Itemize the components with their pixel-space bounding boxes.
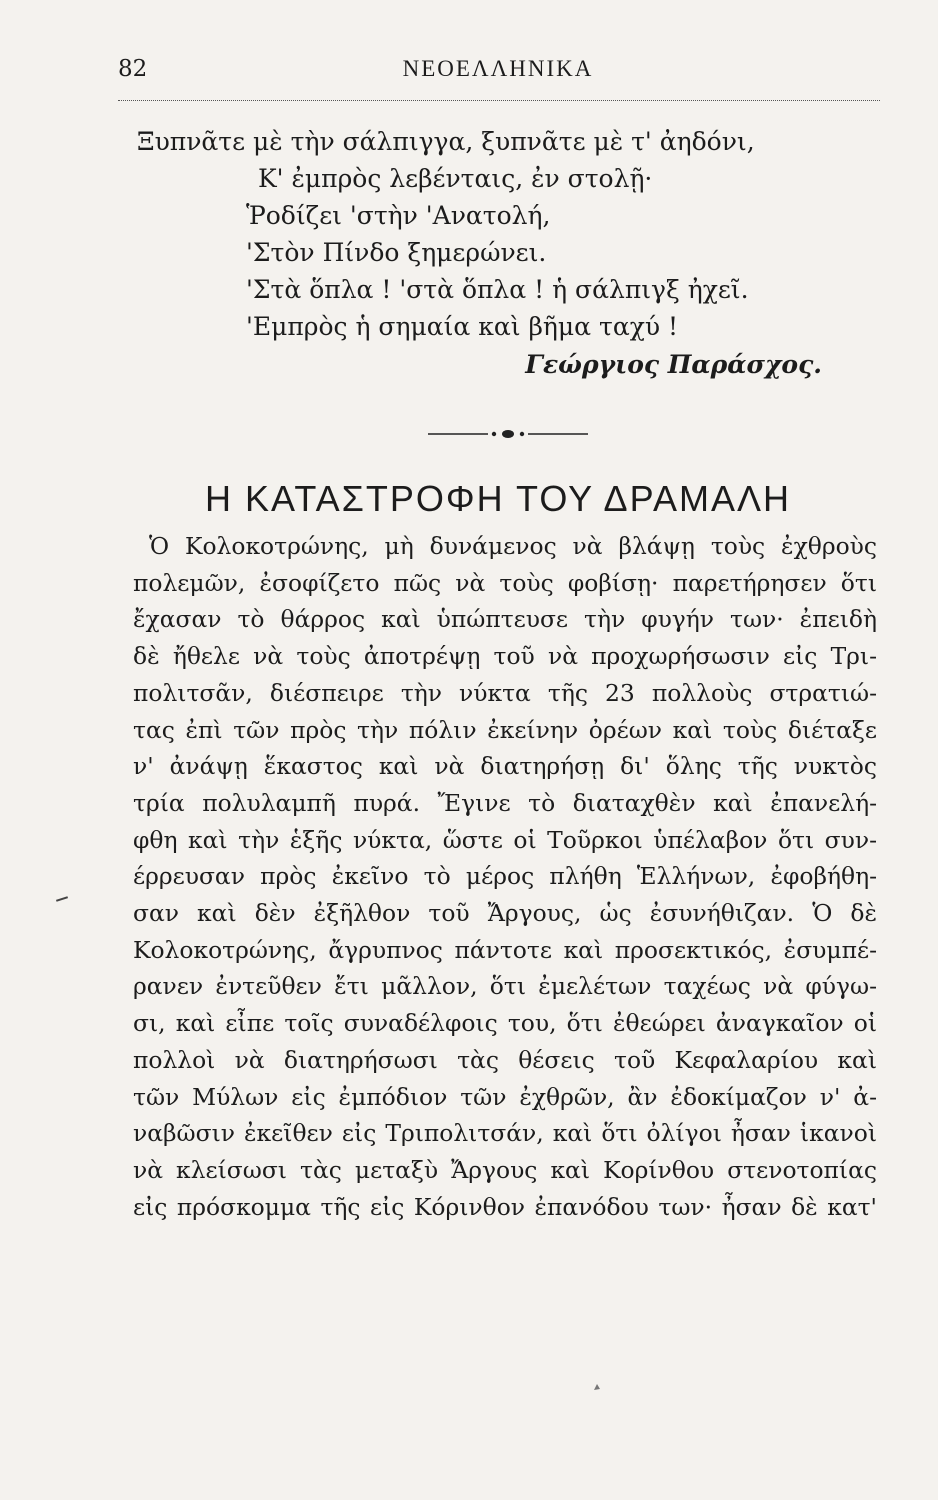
body-line: Κολοκοτρώνης, ἄγρυπνος πάντοτε καὶ προσεκτικός, ἐσυμπέ- bbox=[133, 935, 877, 964]
poem-author: Γεώργιος Παράσχος. bbox=[525, 350, 822, 379]
body-line: πολιτσᾶν, διέσπειρε τὴν νύκτα τῆς 23 πολλοὺς στρατιώ- bbox=[133, 678, 877, 707]
body-line: πολλοὶ νὰ διατηρήσωσι τὰς θέσεις τοῦ Κεφαλαρίου καὶ bbox=[133, 1045, 877, 1074]
poem-line: 'Στὰ ὅπλα ! 'στὰ ὅπλα ! ἡ σάλπιγξ ἠχεῖ. bbox=[246, 275, 749, 304]
ornament-divider bbox=[428, 428, 588, 440]
body-line: ἔχασαν τὸ θάρρος καὶ ὑπώπτευσε τὴν φυγήν των· ἐπειδὴ bbox=[133, 605, 877, 634]
body-line: πολεμῶν, ἐσοφίζετο πῶς νὰ τοὺς φοβίσῃ· παρετήρησεν ὅτι bbox=[133, 568, 877, 597]
poem-line: Ῥοδίζει 'στὴν 'Ανατολή, bbox=[246, 201, 551, 230]
poem-line: Ξυπνᾶτε μὲ τὴν σάλπιγγα, ξυπνᾶτε μὲ τ' ἀηδόνι, bbox=[137, 127, 755, 156]
body-line: νὰ κλείσωσι τὰς μεταξὺ Ἄργους καὶ Κορίνθου στενοτοπίας bbox=[133, 1155, 877, 1184]
article-title: Η ΚΑΤΑΣΤΡΟΦΗ ΤΟΥ ΔΡΑΜΑΛΗ bbox=[204, 478, 791, 519]
body-line: έρρευσαν πρὸς ἐκεῖνο τὸ μέρος πλήθη Ἑλλήνων, ἐφοβήθη- bbox=[133, 862, 877, 891]
body-line: Ὁ Κολοκοτρώνης, μὴ δυνάμενος νὰ βλάψῃ τοὺς ἐχθροὺς bbox=[149, 532, 877, 560]
body-line: τας ἐπὶ τῶν πρὸς τὴν πόλιν ἐκείνην ὀρέων καὶ τοὺς διέταξε bbox=[133, 715, 877, 744]
body-line: ναβῶσιν ἐκεῖθεν εἰς Τριπολιτσάν, καὶ ὅτι ὀλίγοι ἦσαν ἱκανοὶ bbox=[133, 1119, 877, 1148]
header-rule bbox=[118, 100, 880, 101]
poem-line: 'Στὸν Πίνδο ξημερώνει. bbox=[246, 238, 547, 267]
body-line: σαν καὶ δὲν ἐξῆλθον τοῦ Ἄργους, ὡς ἐσυνήθιζαν. Ὁ δὲ bbox=[133, 899, 877, 927]
ink-speck bbox=[592, 1382, 602, 1392]
body-line: φθη καὶ τὴν ἑξῆς νύκτα, ὥστε οἱ Τοῦρκοι ὑπέλαβον ὅτι συν- bbox=[133, 825, 877, 854]
poem-line: Κ' ἐμπρὸς λεβένταις, ἐν στολῇ· bbox=[258, 164, 653, 193]
body-line: τῶν Μύλων εἰς ἐμπόδιον τῶν ἐχθρῶν, ἂν ἐδοκίμαζον ν' ἀ- bbox=[133, 1082, 877, 1111]
body-line: ν' ἀνάψῃ ἕκαστος καὶ νὰ διατηρήσῃ δι' ὅλης τῆς νυκτὸς bbox=[133, 752, 877, 781]
running-title: ΝΕΟΕΛΛΗΝΙΚΑ bbox=[402, 56, 594, 81]
body-line: τρία πολυλαμπῆ πυρά. Ἔγινε τὸ διαταχθὲν καὶ ἐπανελή- bbox=[133, 788, 877, 817]
margin-speck bbox=[56, 896, 68, 902]
body-line: ρανεν ἐντεῦθεν ἔτι μᾶλλον, ὅτι ἐμελέτων ταχέως νὰ φύγω- bbox=[133, 972, 877, 1001]
page-number: 82 bbox=[118, 56, 148, 82]
body-line: σι, καὶ εἶπε τοῖς συναδέλφοις του, ὅτι ἐθεώρει ἀναγκαῖον οἱ bbox=[133, 1009, 877, 1038]
poem-line: 'Εμπρὸς ἡ σημαία καὶ βῆμα ταχύ ! bbox=[246, 312, 679, 341]
body-line: εἰς πρόσκομμα τῆς εἰς Κόρινθον ἐπανόδου των· ἦσαν δὲ κατ' bbox=[133, 1192, 877, 1221]
page-header bbox=[118, 52, 878, 92]
body-line: δὲ ἤθελε νὰ τοὺς ἀποτρέψῃ τοῦ νὰ προχωρήσωσιν εἰς Τρι- bbox=[133, 642, 877, 671]
